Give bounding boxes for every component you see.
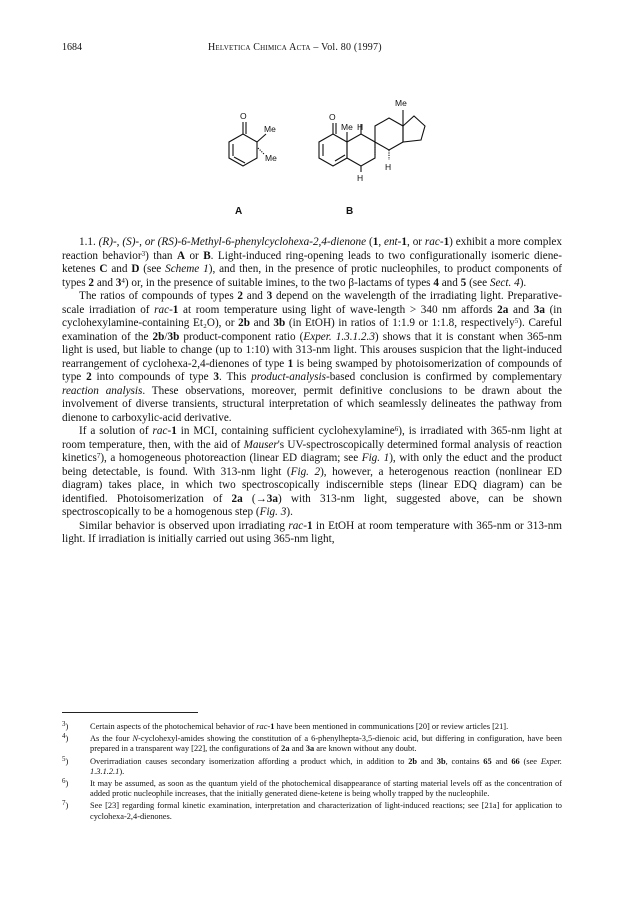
- text-run: 4: [433, 276, 439, 289]
- text-run: ) exhibit a more complex reaction behavior: [62, 236, 562, 262]
- text-run: have been mentioned in communications [20] or review articles [21].: [274, 722, 509, 731]
- text-run: Exper. 1.3.1.2.3: [303, 330, 375, 343]
- text-run: A: [176, 249, 186, 262]
- footnote-rule: [62, 712, 198, 713]
- footnote-mark: $^6$): [62, 777, 69, 789]
- paragraph: [62, 236, 562, 290]
- atom-me: Me: [265, 153, 277, 163]
- text-run: rac: [424, 236, 440, 248]
- text-run: in EtOH at room temperature with 365-nm or 313-nm light. If irradiation is initially carried out using 365-nm light,: [62, 519, 562, 545]
- text-run: 2a: [281, 744, 290, 754]
- text-run: 2: [237, 290, 244, 302]
- text-run: 1.1.: [79, 236, 99, 248]
- text-run: 1: [287, 357, 294, 370]
- footnote-ref: 4: [121, 276, 125, 285]
- text-run: 1: [307, 519, 313, 532]
- footnote-text: [90, 734, 562, 753]
- text-run: Mauser: [243, 438, 278, 451]
- text-run: 3: [115, 276, 122, 289]
- footnote: [62, 779, 562, 799]
- text-run: See [23] regarding formal kinetic examination, interpretation and characterization of light-induced reactions; see [21a] for application to cyclohexa-2,4-dienones.: [90, 801, 562, 821]
- atom-h: H: [357, 173, 364, 183]
- footnote-ref: 3: [141, 249, 146, 258]
- text-run: -: [397, 236, 402, 248]
- journal-citation: [208, 42, 382, 53]
- text-run: -: [167, 425, 172, 437]
- text-run: rac: [154, 303, 170, 316]
- text-run: 1: [270, 722, 275, 731]
- footnote-text: [90, 722, 508, 731]
- text-run: Sect. 4: [489, 276, 520, 289]
- text-run: 1: [401, 236, 407, 248]
- text-run: 's UV-spectroscopically determined formal analysis of reaction kinetics: [62, 438, 562, 464]
- text-run: 3: [213, 371, 220, 383]
- text-run: (see: [519, 756, 541, 766]
- text-run: ,: [378, 236, 384, 248]
- text-run: 1: [372, 236, 379, 248]
- structure-a-drawing: [229, 122, 266, 166]
- text-run: and: [249, 317, 274, 329]
- text-run: ).: [119, 766, 125, 776]
- text-run: Fig. 3: [259, 506, 287, 518]
- text-run: (in EtOH) in ratios of 1:1.9 or 1:1.8, respectively: [285, 317, 515, 329]
- text-run: . These observations, moreover, permit definitive conclusions to be drawn about the involvement of diverse transients, structural interpretation of which seamlessly delineates the pathway from dienone to carboxylic-acid derivative.: [62, 384, 562, 424]
- text-run: ent: [384, 236, 398, 248]
- footnote-ref: 7: [96, 452, 101, 460]
- text-run: rac: [152, 425, 168, 437]
- atom-me: Me: [264, 124, 276, 134]
- text-run: Scheme 1: [165, 263, 209, 275]
- paragraph: [62, 520, 562, 547]
- text-run: 3b: [436, 756, 446, 766]
- text-run: 2: [86, 371, 92, 383]
- footnote-text: [90, 757, 562, 776]
- footnote-mark: $^3$): [62, 720, 69, 731]
- text-run: (R)-, (S)-, or (RS)-6-Methyl-6-phenylcyclohexa-2,4-dienone: [98, 236, 367, 248]
- text-run: ), and then, in the presence of protic nucleophiles, to product components of types: [62, 263, 563, 289]
- text-run: 1: [172, 303, 179, 316]
- body-text: [62, 236, 562, 547]
- journal-name: Helvetica Chimica Acta: [208, 42, 311, 53]
- text-run: 3: [266, 290, 273, 302]
- text-run: 3a: [305, 744, 315, 754]
- text-run: If a solution of: [79, 425, 153, 437]
- text-run: 2a: [497, 303, 509, 316]
- text-run: ), however, a heterogenous reaction (nonlinear ED diagram) takes place, in which two spectroscopically indiscernible steps (linear EDQ diagram) can be identified. Photoisomerization of: [62, 465, 562, 505]
- text-run: C: [99, 263, 108, 275]
- text-run: N: [132, 734, 139, 744]
- text-run: -: [169, 303, 173, 316]
- text-run: 3a: [533, 303, 545, 316]
- text-run: . Light-induced ring-opening leads to two configurationally isomeric diene-ketenes: [62, 249, 562, 275]
- text-run: Fig. 2: [290, 465, 321, 478]
- text-run: (see: [466, 276, 490, 289]
- structure-figure: [0, 60, 624, 220]
- text-run: 3b: [167, 330, 180, 343]
- text-run: 65: [483, 756, 492, 766]
- text-run: ). Careful examination of the: [62, 317, 562, 343]
- footnote-mark: $^5$): [62, 754, 69, 766]
- structures-svg: [0, 60, 624, 220]
- text-run: 3a: [266, 492, 278, 505]
- text-run: 2b: [238, 317, 250, 329]
- text-run: is being swamped by photoisomerization of compounds of type: [62, 357, 563, 383]
- text-run: , or: [407, 236, 425, 248]
- text-run: /: [164, 330, 168, 343]
- text-run: ) than: [145, 249, 177, 262]
- text-run: Exper. 1.3.1.2.1: [90, 756, 562, 776]
- text-run: product-analysis: [251, 371, 326, 383]
- text-run: 2b: [408, 756, 418, 766]
- text-run: ), a homogeneous photoreaction (linear ED diagram; see: [100, 452, 362, 464]
- text-run: . This: [219, 371, 252, 383]
- text-run: (: [366, 236, 373, 248]
- footnote: [62, 754, 562, 777]
- text-run: into compounds of type: [91, 371, 214, 383]
- text-run: D: [131, 263, 140, 275]
- text-run: in MCI, containing sufficient cyclohexylamine: [176, 425, 395, 437]
- text-run: and: [491, 756, 512, 766]
- text-run: are known without any doubt.: [314, 744, 417, 754]
- text-run: -: [439, 236, 444, 248]
- running-header: [62, 42, 564, 56]
- footnote: [62, 801, 562, 821]
- text-run: 2a: [231, 492, 243, 505]
- text-run: and: [438, 276, 461, 289]
- footnotes: [62, 712, 562, 824]
- text-run: ) or, in the presence of suitable imines, to the two β-lactams of types: [124, 276, 434, 289]
- text-run: 2b: [152, 330, 165, 343]
- text-run: ), with only the educt and the product being detectable, is found. With 313-nm light (: [62, 452, 562, 478]
- footnote: [62, 722, 562, 732]
- text-run: It may be assumed, as soon as the quantum yield of the photochemical disappearance of starting material levels off as the concentration of added protic nucleophile increases, that the initially generated diene-ketene is being wholly trapped by the nucleophile.: [90, 779, 562, 799]
- text-run: and: [94, 276, 116, 289]
- text-run: product-component ratio (: [179, 330, 304, 343]
- text-run: or: [185, 249, 204, 262]
- footnote-mark: $^4$): [62, 732, 69, 744]
- structure-label-a: A: [235, 206, 243, 217]
- text-run: depend on the wavelength of the irradiating light. Preparative-scale irradiation of: [62, 290, 562, 316]
- text-run: 3b: [273, 317, 286, 329]
- text-run: The ratios of compounds of types: [79, 290, 238, 302]
- atom-h: H: [385, 162, 392, 172]
- text-run: Fig. 1: [361, 452, 390, 464]
- text-run: and: [107, 263, 132, 275]
- text-run: As the four: [90, 734, 133, 744]
- text-run: ) shows that it is constant when 365-nm light is used, but liable to change (up to 1:10) with 313-nm light. This arouses suspicion that the light-induced rearrangement of cyclohexa-2,4-dienones of type: [62, 330, 562, 370]
- footnote-text: [90, 779, 562, 798]
- text-run: 1: [171, 425, 177, 437]
- atom-me: Me: [341, 122, 353, 132]
- text-run: -based conclusion is confirmed by complementary: [325, 371, 563, 383]
- text-run: at room temperature using light of wave-length > 340 nm affords: [178, 303, 498, 316]
- text-run: ).: [519, 276, 527, 289]
- text-run: rac: [256, 722, 268, 731]
- text-run: , contains: [445, 756, 484, 766]
- paragraph: [62, 290, 562, 425]
- page-number: 1684: [62, 42, 82, 53]
- footnote: [62, 734, 562, 754]
- text-run: and: [243, 290, 267, 302]
- text-run: -cyclohexyl-amides showing the constitution of a 6-phenylhepta-3,5-dienoic acid, but differing in configuration, have been prepared in a transparent way [22], the configurations of: [90, 734, 562, 754]
- text-run: and: [417, 756, 437, 766]
- text-run: and: [508, 303, 534, 316]
- text-run: Overirradiation causes secondary isomerization affording a product which, in addition to: [90, 756, 409, 766]
- footnote-mark: $^7$): [62, 799, 69, 811]
- text-run: and: [289, 744, 306, 754]
- text-run: (in cyclohexylamine-containing Et₂O), or: [62, 303, 563, 329]
- text-run: Similar behavior is observed upon irradiating: [79, 519, 289, 532]
- text-run: (→: [242, 492, 267, 505]
- footnote-ref: 6: [394, 425, 399, 433]
- text-run: ), is irradiated with 365-nm light at room temperature, then, with the aid of: [62, 425, 563, 451]
- atom-h: H: [357, 122, 364, 132]
- text-run: reaction analysis: [62, 384, 143, 397]
- structure-label-b: B: [346, 206, 354, 217]
- paragraph: [62, 425, 562, 520]
- text-run: Certain aspects of the photochemical behavior of: [90, 722, 257, 731]
- text-run: ).: [286, 506, 293, 518]
- atom-o: O: [329, 112, 336, 122]
- text-run: 2: [88, 276, 95, 289]
- text-run: rac: [288, 519, 304, 532]
- text-run: (see: [139, 263, 166, 275]
- text-run: -: [267, 722, 271, 731]
- atom-o: O: [240, 111, 247, 121]
- atom-me: Me: [395, 98, 407, 108]
- text-run: 5: [460, 276, 467, 289]
- journal-volume: – Vol. 80 (1997): [313, 42, 382, 53]
- text-run: ) with 313-nm light, suggested above, can be shown spectroscopically to be a homogenous step (: [62, 492, 563, 518]
- text-run: -: [303, 519, 307, 532]
- text-run: 1: [443, 236, 450, 248]
- text-run: 66: [511, 756, 520, 766]
- text-run: B: [203, 249, 211, 262]
- footnote-text: [90, 801, 562, 820]
- footnote-ref: 5: [514, 317, 519, 325]
